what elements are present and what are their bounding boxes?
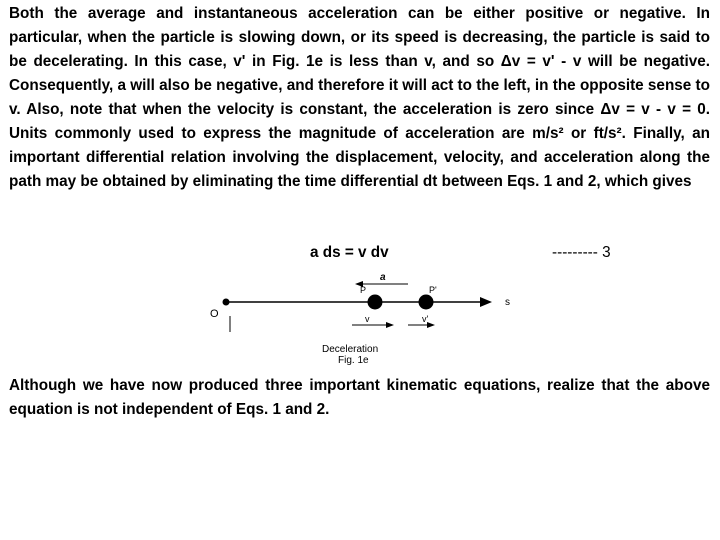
figure-caption: Deceleration: [322, 344, 379, 355]
accel-label: a: [380, 272, 386, 283]
equation-a-ds-v-dv: a ds = v dv: [310, 244, 389, 261]
paragraph-kinematic-note: Although we have now produced three important kinematic equations, realize that the above equation is not independent of Eqs. 1 and 2.: [9, 377, 710, 418]
paragraph-acceleration-intro: Both the average and instantaneous acceleration can be either positive or negative. In particular, when the particle is slowing down, or its speed is decreasing, the particle is said to be decelerating. In this case, v' in Fig. 1e is less than v, and so Δv = v' - v will be negative. Consequently, a will also be negative, and therefore it will act to the left, in the opposite sense to v. Also, note that when the velocity is constant, the acceleration is zero since Δv = v - v = 0. Units commonly used to express the magnitude of acceleration are m/s² or ft/s². Finally, an important differential relation involving the displacement, velocity, and acceleration along the path may be obtained by eliminating the time differential dt between Eqs. 1 and 2, which gives: [9, 5, 710, 190]
velocity-prime-label: v': [422, 314, 429, 324]
figure-label: Fig. 1e: [338, 355, 369, 366]
velocity-label: v: [365, 314, 370, 324]
equation-number: --------- 3: [552, 244, 611, 261]
axis-arrowhead-icon: [480, 297, 492, 307]
point-p-prime: [419, 295, 434, 310]
point-p-label: P: [360, 285, 367, 295]
point-p: [368, 295, 383, 310]
axis-s-label: s: [505, 297, 510, 308]
origin-label: O: [210, 308, 219, 320]
origin-point: [223, 299, 230, 306]
point-p-prime-label: P': [429, 285, 437, 295]
velocity-arrowhead-icon: [386, 322, 394, 328]
deceleration-figure: [200, 268, 520, 366]
